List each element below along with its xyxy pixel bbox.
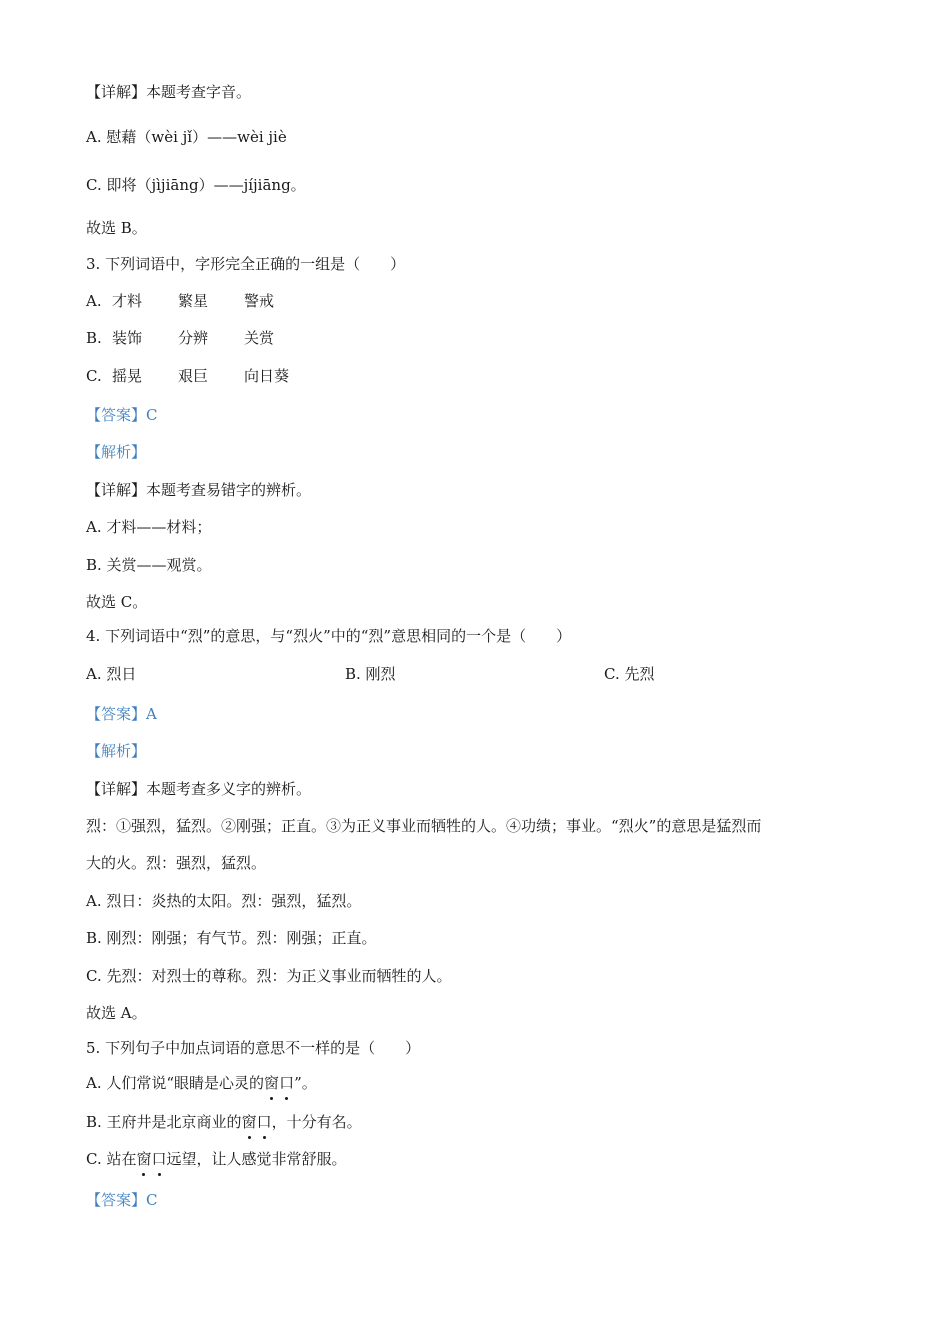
q3-final-choice: 故选 C。: [86, 593, 148, 611]
option-word: 装饰: [112, 329, 143, 347]
q3-answer: 【答案】C: [86, 406, 158, 424]
q5-question-stem: 5. 下列句子中加点词语的意思不一样的是（ ）: [86, 1039, 421, 1057]
option-text: 远望，让人感觉非常舒服。: [166, 1150, 347, 1168]
option-word: 繁星: [178, 292, 209, 310]
option-text: ，十分有名。: [271, 1113, 362, 1131]
q2-final-choice: 故选 B。: [86, 219, 147, 237]
q4-analysis-label: 【解析】: [86, 742, 147, 760]
q3-option-b-explanation: B. 关赏——观赏。: [86, 556, 212, 574]
dotted-char: 口: [256, 1113, 272, 1131]
q4-option-b: B. 刚烈: [345, 665, 396, 683]
q5-option-b: [86, 1112, 362, 1132]
option-word: 向日葵: [244, 367, 290, 385]
dotted-char: 口: [279, 1074, 295, 1092]
q4-option-c: C. 先烈: [604, 665, 655, 683]
q3-option-a-explanation: A. 才料——材料；: [86, 518, 212, 536]
option-word: 摇晃: [112, 367, 143, 385]
q3-option-a: [86, 291, 274, 311]
detail-heading: 【详解】本题考查字音。: [86, 83, 252, 101]
option-word: 才料: [112, 292, 143, 310]
option-word: 关赏: [244, 329, 275, 347]
q3-option-b: [86, 328, 274, 348]
q5-answer: 【答案】C: [86, 1191, 158, 1209]
dotted-char: 窗: [241, 1113, 257, 1131]
option-text: B. 王府井是北京商业的: [86, 1113, 242, 1131]
q4-option-a-explanation: A. 烈日：炎热的太阳。烈：强烈，猛烈。: [86, 892, 362, 910]
q2-option-a-explanation: A. 慰藉（wèi jǐ）——wèi jiè: [86, 128, 287, 146]
q4-option-b-explanation: B. 刚烈：刚强；有气节。烈：刚强；正直。: [86, 929, 377, 947]
q2-option-c-explanation: C. 即将（jìjiāng）——jíjiāng。: [86, 176, 306, 194]
dotted-char: 窗: [136, 1150, 152, 1168]
q3-question-stem: 3. 下列词语中，字形完全正确的一组是（ ）: [86, 255, 406, 273]
option-text: ”。: [294, 1074, 317, 1092]
q4-option-a: A. 烈日: [86, 665, 137, 683]
dotted-char: 窗: [264, 1074, 280, 1092]
q3-analysis-label: 【解析】: [86, 443, 147, 461]
option-text: A. 人们常说“眼睛是心灵的: [86, 1074, 265, 1092]
q3-detail: 【详解】本题考查易错字的辨析。: [86, 481, 312, 499]
q5-option-c: [86, 1149, 347, 1169]
q5-option-a: [86, 1073, 317, 1093]
option-word: 分辨: [178, 329, 209, 347]
option-word: 艰巨: [178, 367, 209, 385]
q4-question-stem: 4. 下列词语中“烈”的意思，与“烈火”中的“烈”意思相同的一个是（ ）: [86, 627, 572, 645]
q4-final-choice: 故选 A。: [86, 1004, 147, 1022]
q4-definition-line-1: 烈：①强烈，猛烈。②刚强；正直。③为正义事业而牺牲的人。④功绩；事业。“烈火”的意思是猛烈而: [86, 817, 762, 835]
q3-option-c: [86, 366, 289, 386]
option-label: A.: [86, 292, 102, 310]
dotted-char: 口: [151, 1150, 167, 1168]
q4-detail: 【详解】本题考查多义字的辨析。: [86, 780, 312, 798]
q4-answer: 【答案】A: [86, 705, 157, 723]
option-label: C.: [86, 367, 102, 385]
option-label: B.: [86, 329, 102, 347]
q4-definition-line-2: 大的火。烈：强烈，猛烈。: [86, 854, 267, 872]
option-text: C. 站在: [86, 1150, 137, 1168]
option-word: 警戒: [244, 292, 275, 310]
q4-option-c-explanation: C. 先烈：对烈士的尊称。烈：为正义事业而牺牲的人。: [86, 967, 452, 985]
